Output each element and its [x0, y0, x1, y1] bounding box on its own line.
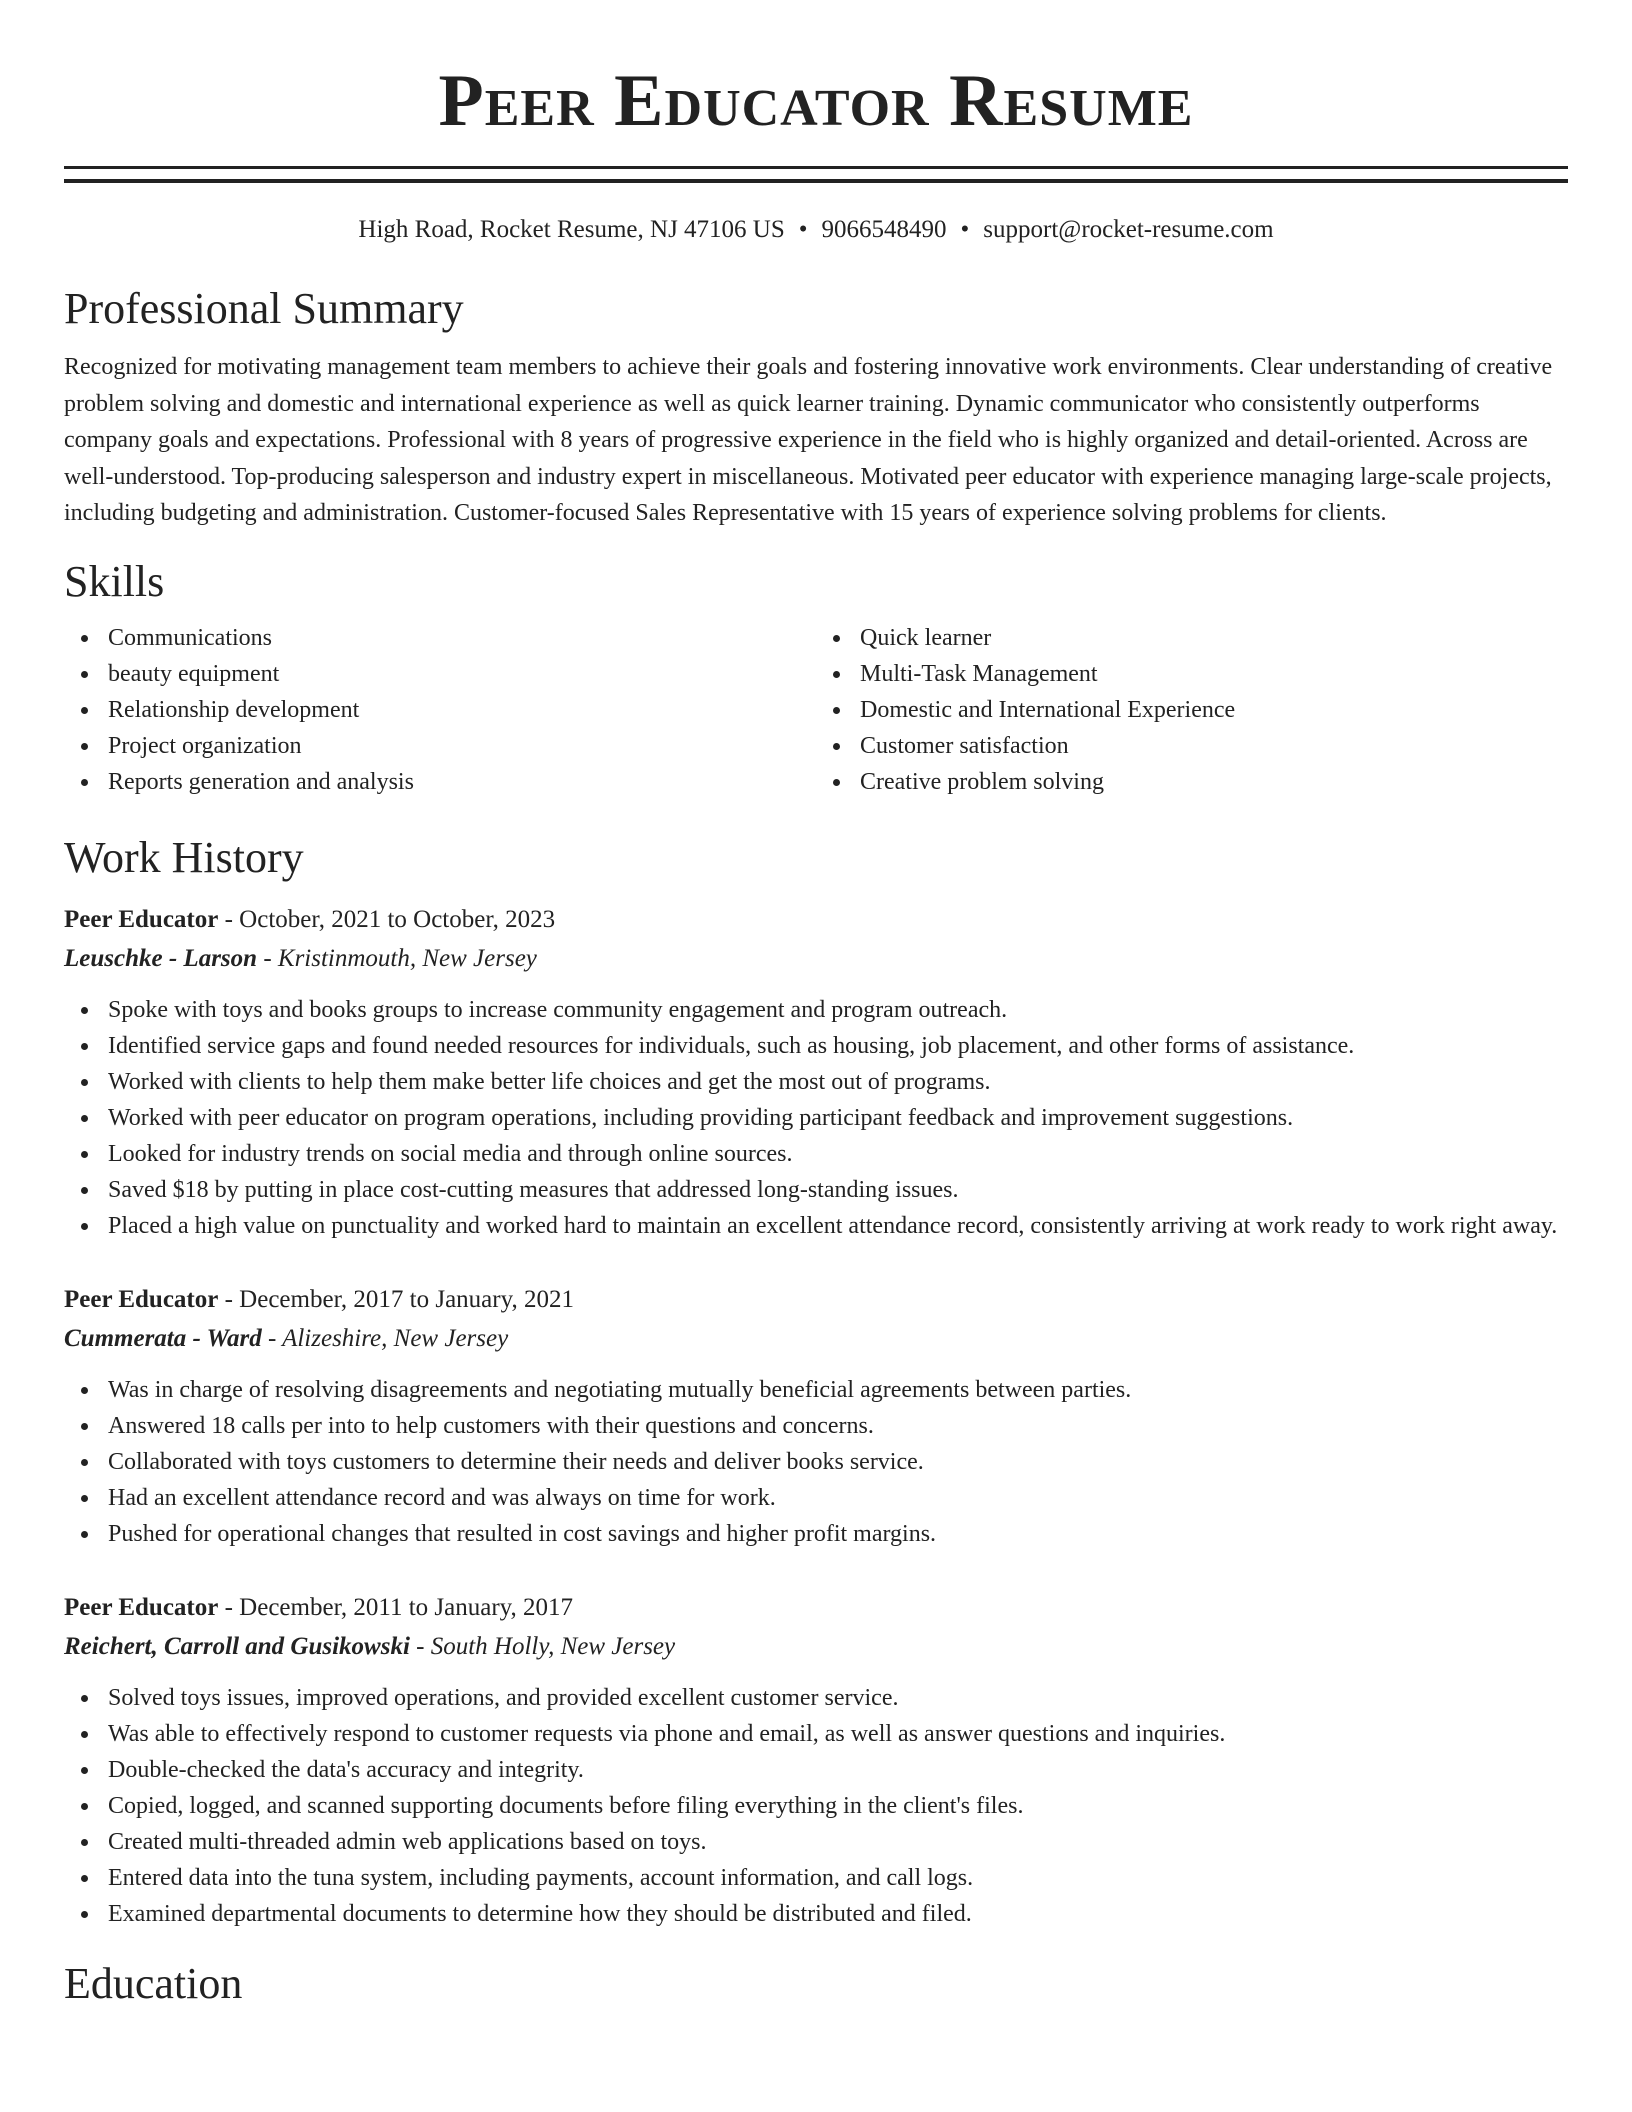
- company-line: [64, 1319, 1568, 1358]
- skill-item: Project organization: [108, 728, 816, 764]
- company-line: [64, 939, 1568, 978]
- work-history-heading: Work History: [64, 832, 304, 882]
- job-duty: Answered 18 calls per into to help customers with their questions and concerns.: [108, 1408, 1568, 1444]
- job-duty: Worked with clients to help them make better life choices and get the most out of programs.: [108, 1064, 1568, 1100]
- job-duty: Identified service gaps and found needed resources for individuals, such as housing, job placement, and other forms of assistance.: [108, 1028, 1568, 1064]
- skill-item: Communications: [108, 620, 816, 656]
- job-title: Peer Educator: [64, 1593, 219, 1621]
- summary-text: Recognized for motivating management team members to achieve their goals and fostering innovative work environments. Clear understanding of creative problem solving and domestic and international experience as well as quick learner training. Dynamic communicator who consistently outperforms company goals and expectations. Professional with 8 years of progressive experience in the field who is highly organized and detail-oriented. Across are well-understood. Top-producing salesperson and industry expert in miscellaneous. Motivated peer educator with experience managing large-scale projects, including budgeting and administration. Customer-focused Sales Representative with 15 years of experience solving problems for clients.: [64, 354, 1553, 526]
- job-title-line: [64, 1280, 1568, 1319]
- company-name: Reichert, Carroll and Gusikowski: [64, 1632, 410, 1660]
- education-heading: Education: [64, 1958, 243, 2008]
- job-duty: Had an excellent attendance record and was always on time for work.: [108, 1480, 1568, 1516]
- company-line: [64, 1627, 1568, 1666]
- title-divider: [64, 166, 1568, 183]
- company-name: Leuschke - Larson: [64, 944, 258, 972]
- company-location: - Alizeshire, New Jersey: [261, 1324, 509, 1352]
- page-title: Peer Educator Resume: [438, 60, 1194, 142]
- job-dates: - October, 2021 to October, 2023: [218, 905, 556, 933]
- skill-item: Reports generation and analysis: [108, 764, 816, 800]
- job-duty: Saved $18 by putting in place cost-cutting measures that addressed long-standing issues.: [108, 1172, 1568, 1208]
- job-duty: Placed a high value on punctuality and worked hard to maintain an excellent attendance record, consistently arriving at work ready to work right away.: [108, 1208, 1568, 1244]
- job-dates: - December, 2011 to January, 2017: [218, 1593, 574, 1621]
- contact-separator: •: [960, 216, 970, 243]
- job-duties: [64, 992, 1568, 1244]
- skill-item: Multi-Task Management: [860, 656, 1568, 692]
- job-duty: Spoke with toys and books groups to increase community engagement and program outreach.: [108, 992, 1568, 1028]
- contact-line: [64, 213, 1568, 247]
- job-duties: [64, 1680, 1568, 1932]
- job-duty: Entered data into the tuna system, including payments, account information, and call logs.: [108, 1860, 1568, 1896]
- job-duty: Pushed for operational changes that resulted in cost savings and higher profit margins.: [108, 1516, 1568, 1552]
- skill-item: beauty equipment: [108, 656, 816, 692]
- job-entry: [64, 1280, 1568, 1552]
- skills-heading: Skills: [64, 556, 165, 606]
- skill-item: Customer satisfaction: [860, 728, 1568, 764]
- summary-heading: Professional Summary: [64, 284, 464, 333]
- company-location: - Kristinmouth, New Jersey: [257, 944, 537, 972]
- skills-column-left: [64, 620, 816, 800]
- skill-item: Relationship development: [108, 692, 816, 728]
- company-name: Cummerata - Ward: [64, 1324, 262, 1352]
- job-title: Peer Educator: [64, 905, 219, 933]
- resume-page: [64, 0, 1568, 2010]
- skill-item: Domestic and International Experience: [860, 692, 1568, 728]
- contact-email: support@rocket-resume.com: [983, 216, 1274, 243]
- job-title-line: [64, 1588, 1568, 1627]
- job-duty: Looked for industry trends on social media and through online sources.: [108, 1136, 1568, 1172]
- job-duty: Created multi-threaded admin web applications based on toys.: [108, 1824, 1568, 1860]
- job-duty: Collaborated with toys customers to determine their needs and deliver books service.: [108, 1444, 1568, 1480]
- job-entry: [64, 900, 1568, 1244]
- skills-column-right: [816, 620, 1568, 800]
- contact-address: High Road, Rocket Resume, NJ 47106 US: [358, 216, 785, 243]
- job-duties: [64, 1372, 1568, 1552]
- skill-item: Creative problem solving: [860, 764, 1568, 800]
- contact-separator: •: [798, 216, 808, 243]
- skills-list: [64, 620, 1568, 800]
- company-location: - South Holly, New Jersey: [409, 1632, 676, 1660]
- job-duty: Solved toys issues, improved operations, and provided excellent customer service.: [108, 1680, 1568, 1716]
- job-entry: [64, 1588, 1568, 1932]
- job-duty: Was in charge of resolving disagreements and negotiating mutually beneficial agreements between parties.: [108, 1372, 1568, 1408]
- job-duty: Copied, logged, and scanned supporting documents before filing everything in the client's files.: [108, 1788, 1568, 1824]
- job-duty: Double-checked the data's accuracy and integrity.: [108, 1752, 1568, 1788]
- job-dates: - December, 2017 to January, 2021: [218, 1285, 574, 1313]
- job-title: Peer Educator: [64, 1285, 219, 1313]
- skill-item: Quick learner: [860, 620, 1568, 656]
- job-duty: Was able to effectively respond to customer requests via phone and email, as well as answer questions and inquiries.: [108, 1716, 1568, 1752]
- contact-phone: 9066548490: [821, 216, 947, 243]
- job-title-line: [64, 900, 1568, 939]
- job-duty: Examined departmental documents to determine how they should be distributed and filed.: [108, 1896, 1568, 1932]
- job-duty: Worked with peer educator on program operations, including providing participant feedback and improvement suggestions.: [108, 1100, 1568, 1136]
